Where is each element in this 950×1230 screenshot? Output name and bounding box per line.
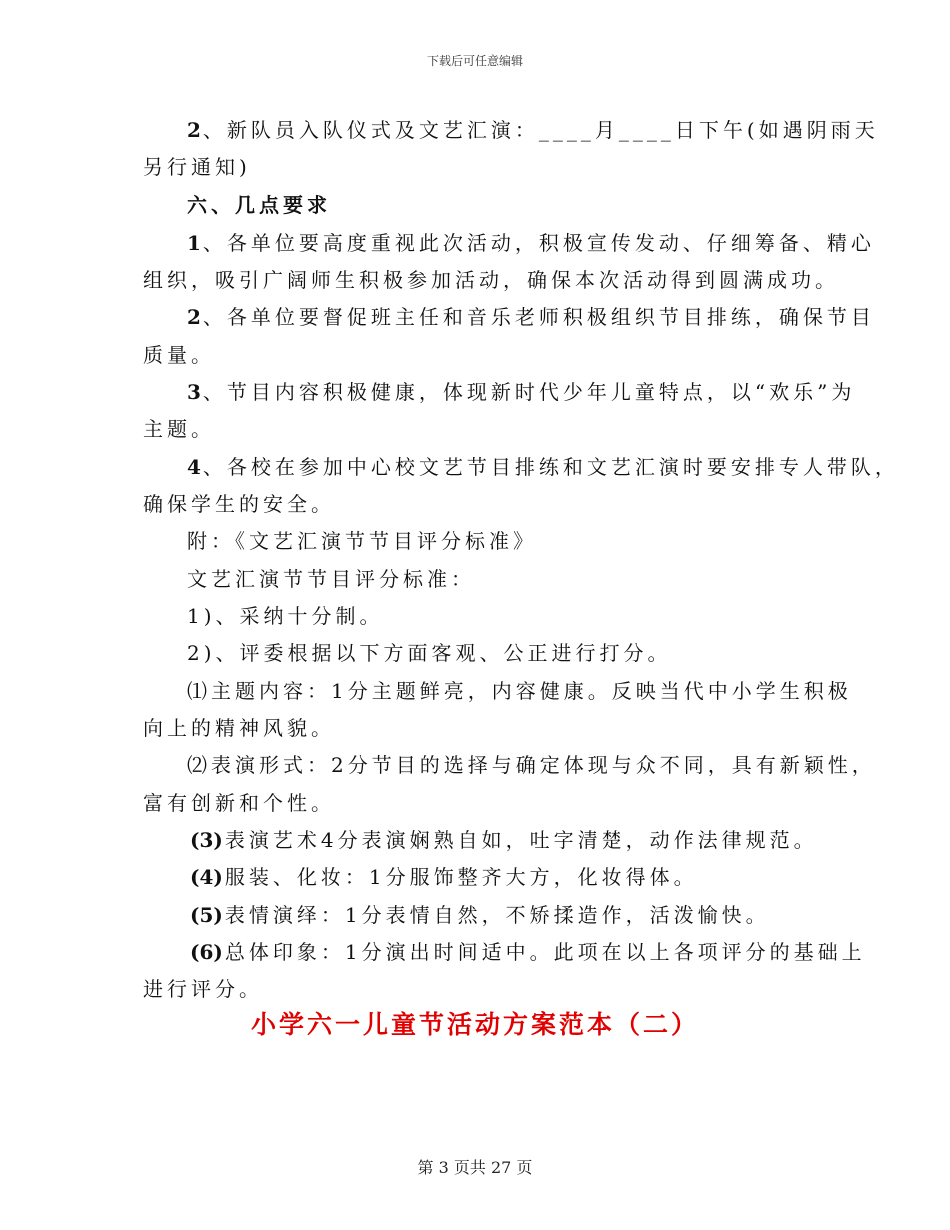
paragraph-line: 另行通知) xyxy=(143,155,251,179)
paragraph-line: 质量。 xyxy=(143,343,215,367)
line-text: 、节目内容积极健康，体现新时代少年儿童特点，以“欢乐”为 xyxy=(202,380,856,404)
line-text: 服装、化妆：1分服饰整齐大方，化妆得体。 xyxy=(224,865,698,889)
paragraph-line xyxy=(187,114,879,143)
line-text: 表演艺术4分表演娴熟自如，吐字清楚，动作法律规范。 xyxy=(224,828,818,852)
paragraph-line: ⑴主题内容：1分主题鲜亮，内容健康。反映当代中小学生积极 xyxy=(187,679,852,703)
paragraph-line: 向上的精神风貌。 xyxy=(143,716,335,740)
paragraph-line xyxy=(187,301,875,330)
item-number: (3) xyxy=(190,828,223,852)
paragraph-line: 确保学生的安全。 xyxy=(143,492,335,516)
page-header: 下载后可任意编辑 xyxy=(426,54,523,68)
paragraph-line: 组织，吸引广阔师生积极参加活动，确保本次活动得到圆满成功。 xyxy=(143,268,839,292)
paragraph-line xyxy=(187,451,899,480)
item-number: 3 xyxy=(187,380,201,404)
paragraph-line xyxy=(190,899,770,928)
paragraph-line xyxy=(187,376,855,405)
item-number: 4 xyxy=(187,455,201,479)
section-heading: 六、几点要求 xyxy=(187,193,331,217)
paragraph-line: 文艺汇演节节目评分标准： xyxy=(187,567,475,591)
paragraph-line xyxy=(190,824,818,853)
line-text: 、各校在参加中心校文艺节目排练和文艺汇演时要安排专人带队， xyxy=(202,455,899,479)
line-text: 表情演绎：1分表情自然，不矫揉造作，活泼愉快。 xyxy=(224,903,770,927)
line-text: 、各单位要督促班主任和音乐老师积极组织节目排练，确保节目 xyxy=(202,305,875,329)
item-number: (6) xyxy=(190,940,223,964)
paragraph-line: ⑵表演形式：2分节目的选择与确定体现与众不同，具有新颖性， xyxy=(187,753,876,777)
item-number: 1 xyxy=(187,231,201,255)
section-title: 小学六一儿童节活动方案范本（二） xyxy=(250,1010,699,1039)
page-number: 第 3 页共 27 页 xyxy=(417,1158,533,1177)
paragraph-line: 2)、评委根据以下方面客观、公正进行打分。 xyxy=(187,641,672,665)
paragraph-line: 附：《文艺汇演节节目评分标准》 xyxy=(187,529,537,553)
paragraph-line: 富有创新和个性。 xyxy=(143,791,335,815)
item-number: (5) xyxy=(190,903,223,927)
paragraph-line xyxy=(187,227,875,256)
line-text: 、各单位要高度重视此次活动，积极宣传发动、仔细筹备、精心 xyxy=(202,231,875,255)
paragraph-line xyxy=(190,936,866,965)
paragraph-line: 进行评分。 xyxy=(143,977,263,1001)
line-text: 总体印象：1分演出时间适中。此项在以上各项评分的基础上 xyxy=(224,940,866,964)
item-number: 2 xyxy=(187,118,201,142)
paragraph-line: 主题。 xyxy=(143,417,215,441)
item-number: (4) xyxy=(190,865,223,889)
paragraph-line: 1)、采纳十分制。 xyxy=(187,604,384,628)
paragraph-line xyxy=(190,861,698,890)
line-text: 、新队员入队仪式及文艺汇演：____月____日下午(如遇阴雨天 xyxy=(202,118,879,142)
item-number: 2 xyxy=(187,305,201,329)
